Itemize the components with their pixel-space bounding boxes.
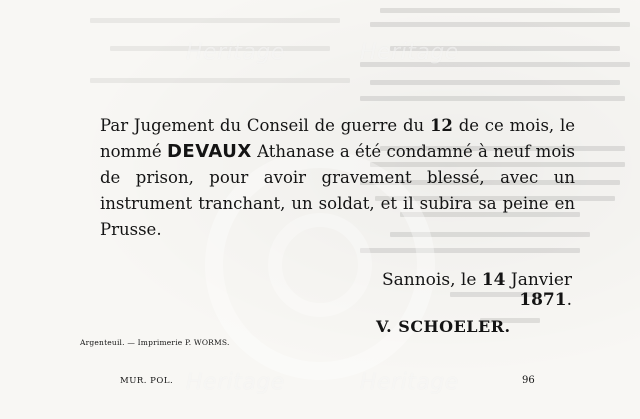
- place-date: [340, 270, 572, 310]
- judgment-day: 12: [429, 116, 453, 135]
- date-year: 1871: [519, 290, 567, 310]
- notice-body: [100, 113, 575, 243]
- watermark-text: Heritage: [186, 370, 285, 395]
- date-end: .: [566, 290, 572, 310]
- notice-intro: Par Jugement du Conseil de guerre du: [100, 116, 430, 135]
- date-day: 14: [481, 270, 506, 290]
- collection-label: MUR. POL.: [120, 376, 174, 386]
- place-date-prefix: Sannois, le: [382, 270, 482, 290]
- notice-intro-end: de ce mois, le nommé: [100, 116, 575, 161]
- watermark-text: Heritage: [360, 40, 459, 65]
- watermark-text: Heritage: [186, 40, 285, 65]
- notice-sentence: Athanase a été condamné à neuf mois de prison, pour avoir gravement blessé, avec un instrument tranchant, un soldat, et il subira sa peine en Prusse.: [100, 142, 575, 239]
- watermark-text: Heritage: [360, 370, 459, 395]
- signature: V. SCHOELER.: [376, 317, 511, 336]
- date-month: Janvier: [505, 270, 572, 290]
- page-number: 96: [522, 375, 535, 386]
- printer-line: Argenteuil. — Imprimerie P. WORMS.: [80, 338, 230, 347]
- convict-surname: DEVAUX: [166, 141, 252, 162]
